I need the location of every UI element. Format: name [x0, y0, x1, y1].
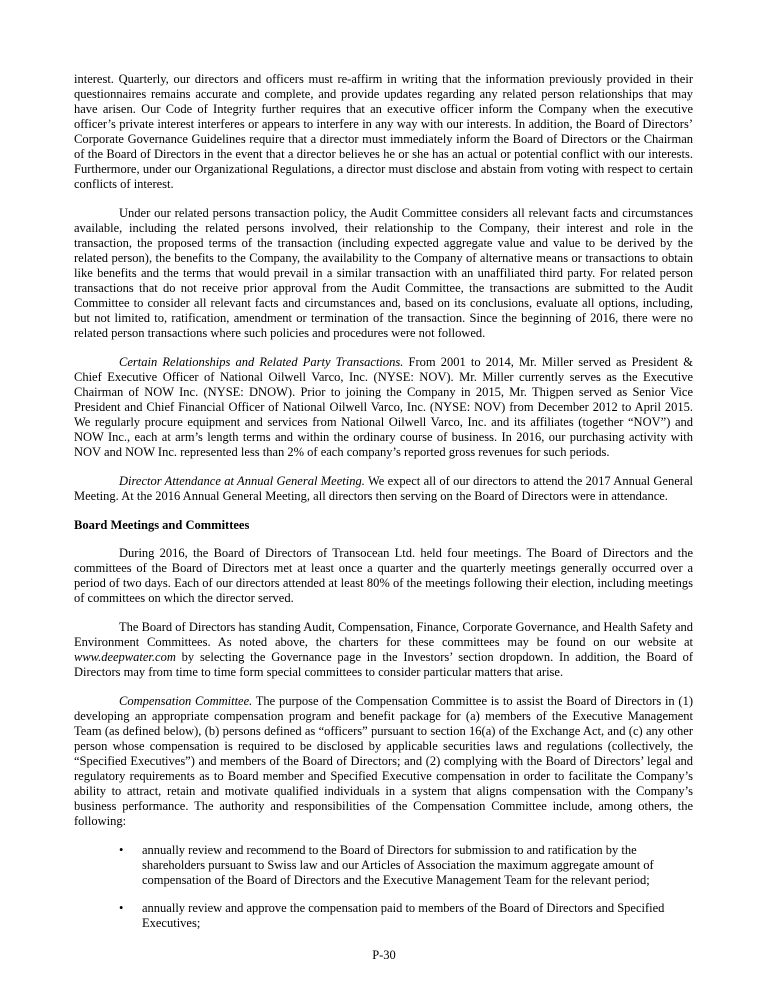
website-url: www.deepwater.com [74, 650, 176, 664]
section-heading: Board Meetings and Committees [74, 518, 250, 532]
body-paragraph [74, 694, 693, 829]
page-number: P-30 [372, 948, 396, 962]
bullet-item [119, 901, 693, 931]
paragraph-text: interest. Quarterly, our directors and officers must re-affirm in writing that the information previously provided in their questionnaires remains accurate and complete, and provide updates regarding any related person relationships that may have arisen. Our Code of Integrity further requires that an executive officer inform the Company when the executive officer’s private interest interferes or appears to interfere in any way with our interests. In addition, the Board of Directors’ Corporate Governance Guidelines require that a director must immediately inform the Board of Directors or the Chairman of the Board of Directors in the event that a director believes he or she has an actual or potential conflict with our interests. Furthermore, under our Organizational Regulations, a director must disclose and abstain from voting with respect to certain conflicts of interest. [74, 72, 693, 191]
paragraph-text: Under our related persons transaction policy, the Audit Committee considers all relevant facts and circumstances available, including the related persons involved, their relationship to the Company, their interest and role in the transaction, the proposed terms of the transaction (including expected aggregate value and value to be derived by the related person), the benefits to the Company, the availability to the Company of alternative means or transactions to obtain like benefits and the terms that would prevail in a similar transaction with an unaffiliated third party. For related person transactions that do not receive prior approval from the Audit Committee, the transactions are submitted to the Audit Committee to consider all relevant facts and circumstances and, based on its conclusions, evaluate all options, including, but not limited to, ratification, amendment or termination of the transaction. Since the beginning of 2016, there were no related person transactions where such policies and procedures were not followed. [74, 206, 693, 340]
bullet-icon: • [119, 843, 124, 857]
bullet-list [74, 843, 693, 931]
paragraph-lead-in: Director Attendance at Annual General Meeting. [119, 474, 365, 488]
paragraph-text: The Board of Directors has standing Audit, Compensation, Finance, Corporate Governance, and Health Safety and Environment Committees. As noted above, the charters for these committees may be found on our website at [74, 620, 693, 649]
body-paragraph [74, 620, 693, 680]
bullet-icon: • [119, 901, 124, 915]
bullet-item [119, 843, 693, 888]
paragraph-text: During 2016, the Board of Directors of Transocean Ltd. held four meetings. The Board of Directors and the committees of the Board of Directors met at least once a quarter and the quarterly meetings generally occurred over a period of two days. Each of our directors attended at least 80% of the meetings following their election, including meetings of committees on which the director served. [74, 546, 693, 605]
body-paragraph [74, 355, 693, 460]
body-paragraph [74, 546, 693, 606]
paragraph-lead-in: Certain Relationships and Related Party Transactions. [119, 355, 404, 369]
paragraph-text: The purpose of the Compensation Committee is to assist the Board of Directors in (1) developing an appropriate compensation program and benefit package for (a) members of the Executive Management Team (as defined below), (b) persons defined as “officers” pursuant to section 16(a) of the Exchange Act, and (c) any other person whose compensation is required to be disclosed by applicable securities laws and regulations (collectively, the “Specified Executives”) and members of the Board of Directors; and (2) complying with the Board of Directors’ legal and regulatory requirements as to Board member and Specified Executive compensation in order to facilitate the Company’s ability to attract, retain and motivate qualified individuals in a system that aligns compensation with the Company’s business performance. The authority and responsibilities of the Compensation Committee include, among others, the following: [74, 694, 693, 828]
body-paragraph [74, 72, 693, 192]
paragraph-text: by selecting the Governance page in the Investors’ section dropdown. In addition, the Board of Directors may from time to time form special committees to consider particular matters that arise. [74, 650, 693, 679]
paragraph-lead-in: Compensation Committee. [119, 694, 253, 708]
body-paragraph [74, 206, 693, 341]
paragraph-text: We expect all of our directors to attend the 2017 Annual General Meeting. At the 2016 Annual General Meeting, all directors then serving on the Board of Directors were in attendance. [74, 474, 693, 503]
paragraph-text: From 2001 to 2014, Mr. Miller served as President & Chief Executive Officer of National Oilwell Varco, Inc. (NYSE: NOV). Mr. Miller currently serves as the Executive Chairman of NOW Inc. (NYSE: DNOW). Prior to joining the Company in 2015, Mr. Thigpen served as Senior Vice President and Chief Financial Officer of National Oilwell Varco, Inc. (NYSE: NOV) from December 2012 to April 2015. We regularly procure equipment and services from National Oilwell Varco, Inc. and its affiliates (together “NOV”) and NOW Inc., each at arm’s length terms and within the ordinary course of business. In 2016, our purchasing activity with NOV and NOW Inc. represented less than 2% of each company’s reported gross revenues for such periods. [74, 355, 693, 459]
body-paragraph [74, 474, 693, 504]
bullet-text: annually review and approve the compensation paid to members of the Board of Directors and Specified Executives; [142, 901, 665, 930]
bullet-text: annually review and recommend to the Board of Directors for submission to and ratification by the shareholders pursuant to Swiss law and our Articles of Association the maximum aggregate amount of compensation of the Board of Directors and the Executive Management Team for the relevant period; [142, 843, 654, 887]
